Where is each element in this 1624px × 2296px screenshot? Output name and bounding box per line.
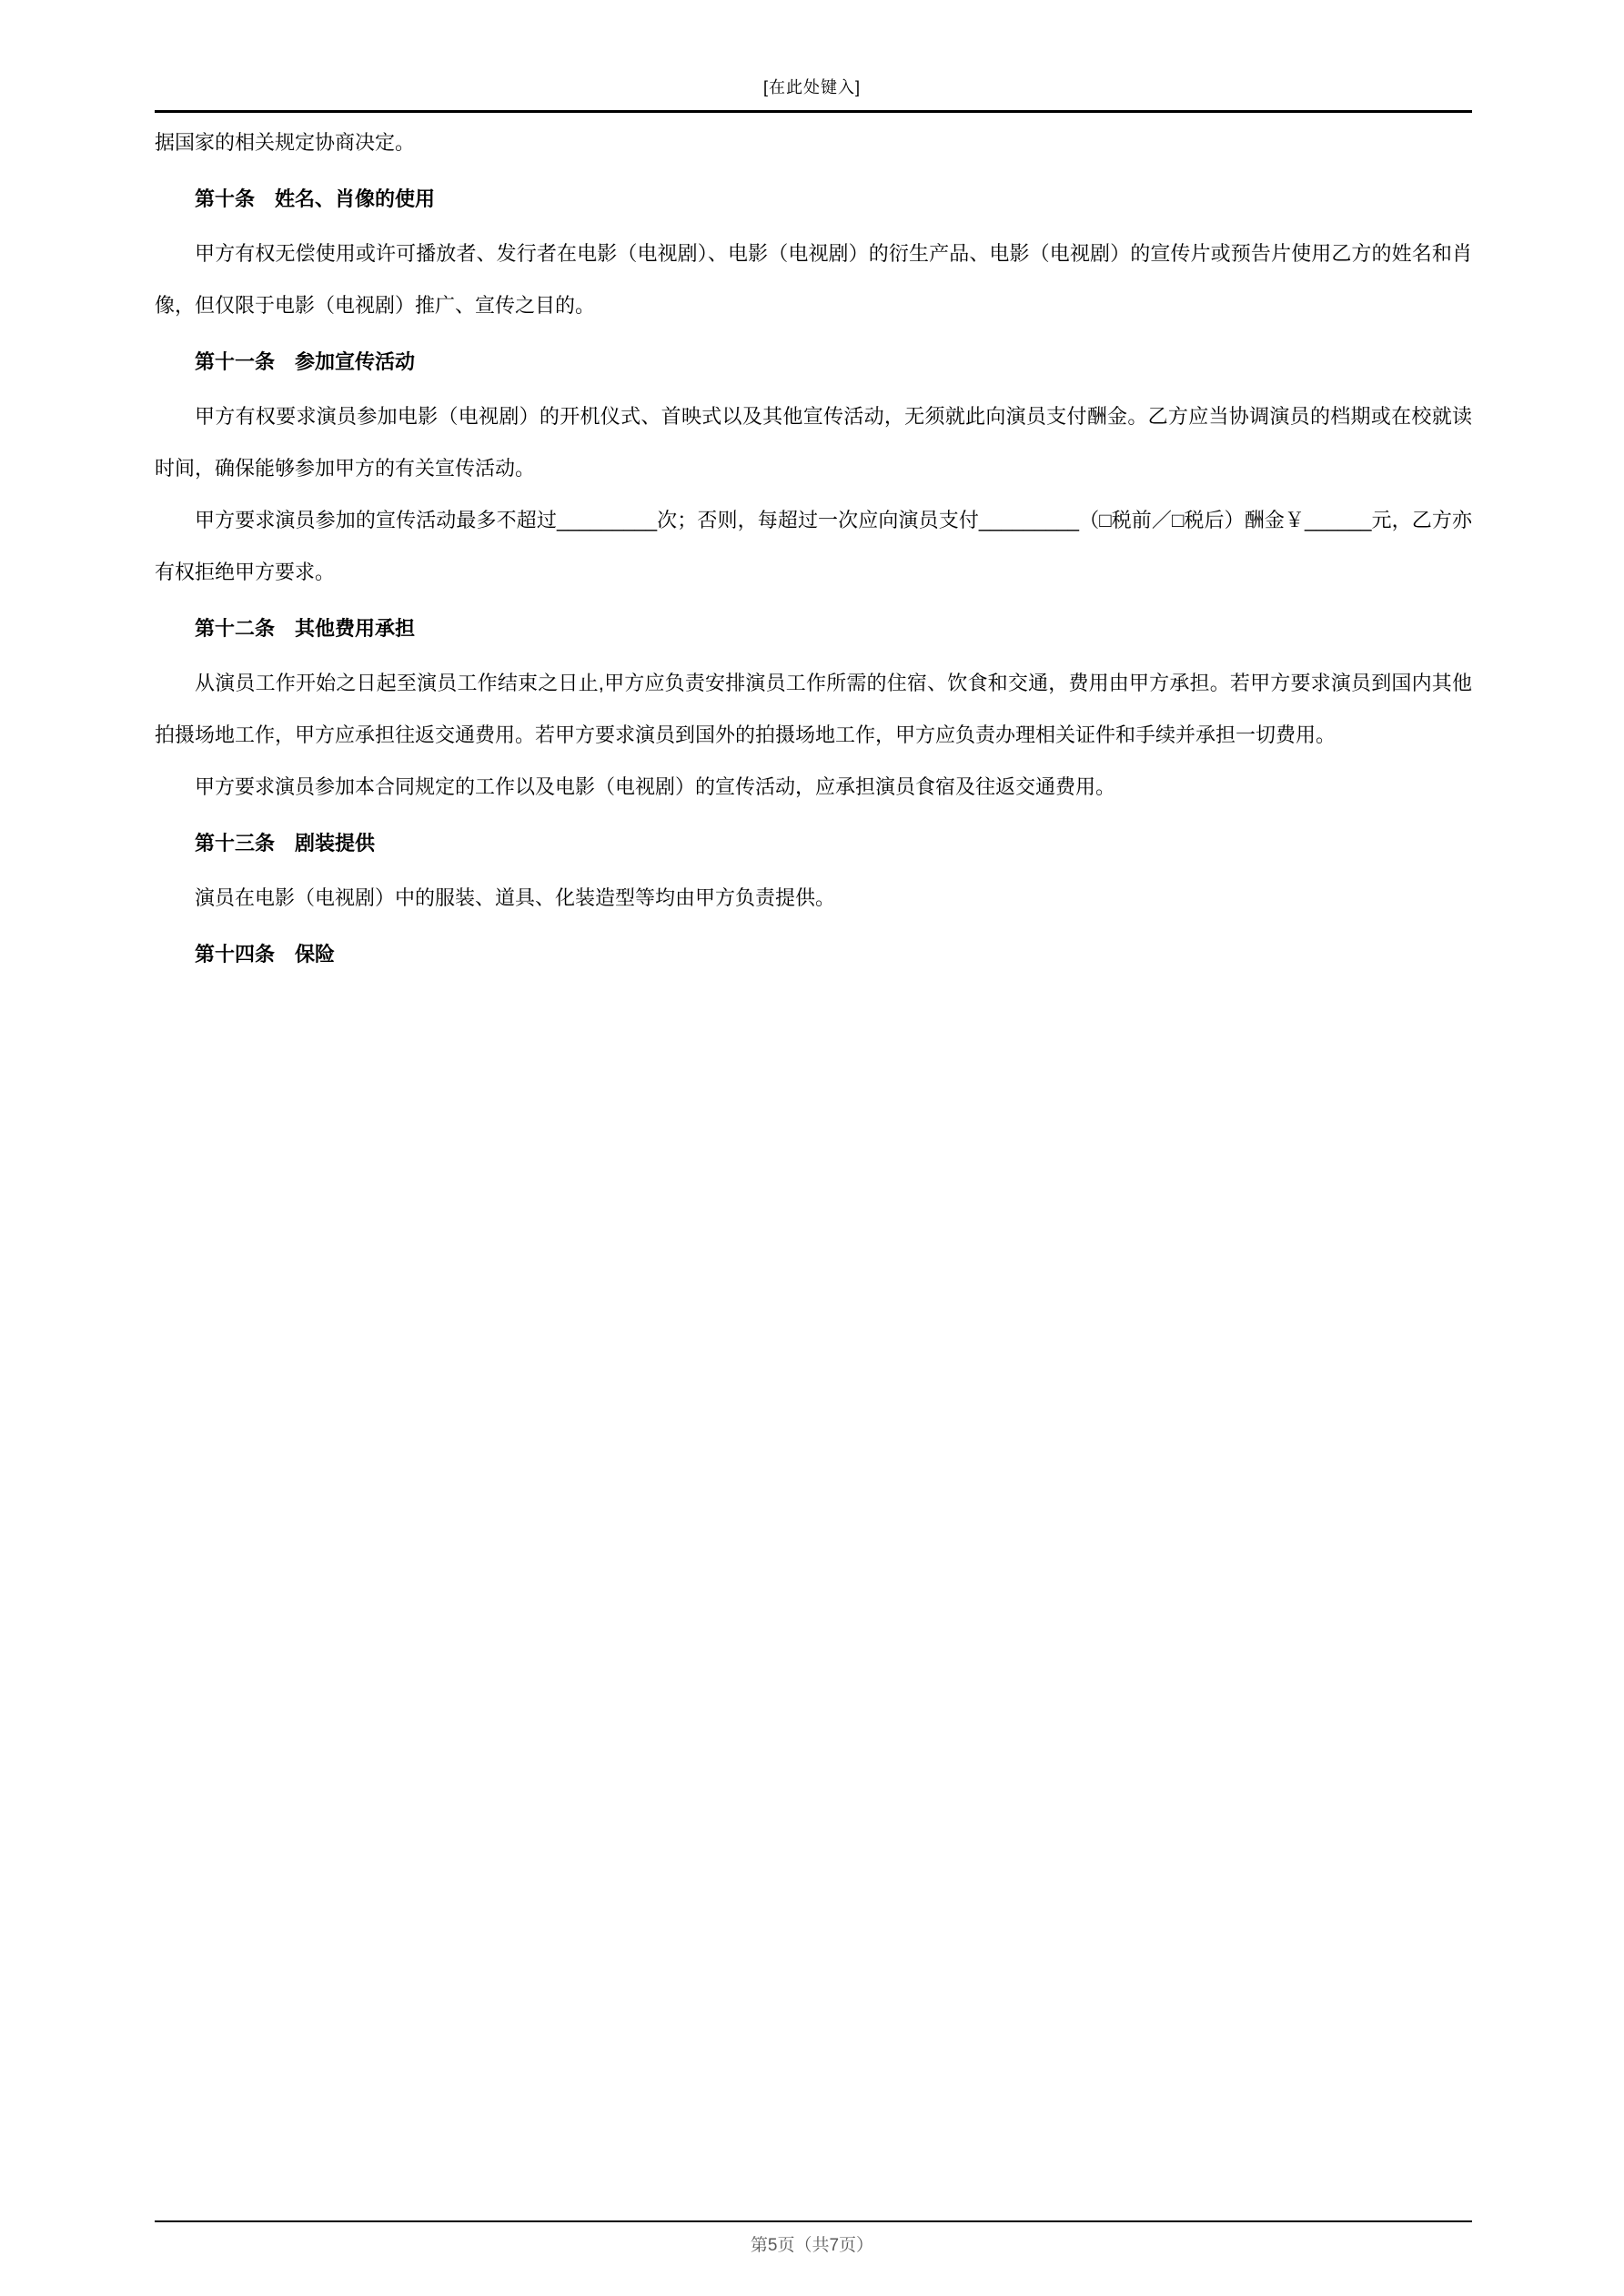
document-body [155, 116, 1472, 983]
header-divider [155, 110, 1472, 113]
clause-12-heading: 第十二条 其他费用承担 [195, 617, 416, 640]
page-number: 第5页（共7页） [750, 2236, 874, 2255]
footer-divider [155, 2220, 1472, 2222]
clause-12-body-1: 从演员工作开始之日起至演员工作结束之日止,甲方应负责安排演员工作所需的住宿、饮食和交通，费用由甲方承担。若甲方要求演员到国内其他拍摄场地工作，甲方应承担往返交通费用。若甲方要求演员到国外的拍摄场地工作，甲方应负责办理相关证件和手续并承担一切费用。 [155, 672, 1472, 746]
clause-13-body: 演员在电影（电视剧）中的服装、道具、化装造型等均由甲方负责提供。 [195, 886, 836, 909]
clause-13-heading: 第十三条 剧装提供 [195, 832, 376, 855]
clause-10-body: 甲方有权无偿使用或许可播放者、发行者在电影（电视剧）、电影（电视剧）的衍生产品、电影（电视剧）的宣传片或预告片使用乙方的姓名和肖像，但仅限于电影（电视剧）推广、宣传之目的。 [155, 242, 1472, 317]
clause-10-heading: 第十条 姓名、肖像的使用 [195, 187, 436, 210]
clause-11-body-1: 甲方有权要求演员参加电影（电视剧）的开机仪式、首映式以及其他宣传活动，无须就此向演员支付酬金。乙方应当协调演员的档期或在校就读时间，确保能够参加甲方的有关宣传活动。 [155, 405, 1472, 480]
header-placeholder: [在此处键入] [762, 78, 861, 96]
clause-12-body-2: 甲方要求演员参加本合同规定的工作以及电影（电视剧）的宣传活动，应承担演员食宿及往返交通费用。 [195, 775, 1116, 798]
clause-14-heading: 第十四条 保险 [195, 943, 336, 966]
clause-11-heading: 第十一条 参加宣传活动 [195, 350, 416, 373]
clause-11-body-2-blanks: 甲方要求演员参加的宣传活动最多不超过_________次；否则，每超过一次应向演员支付_________（□税前／□税后）酬金￥______元，乙方亦有权拒绝甲方要求。 [155, 509, 1472, 583]
paragraph-continuation: 据国家的相关规定协商决定。 [155, 131, 416, 154]
